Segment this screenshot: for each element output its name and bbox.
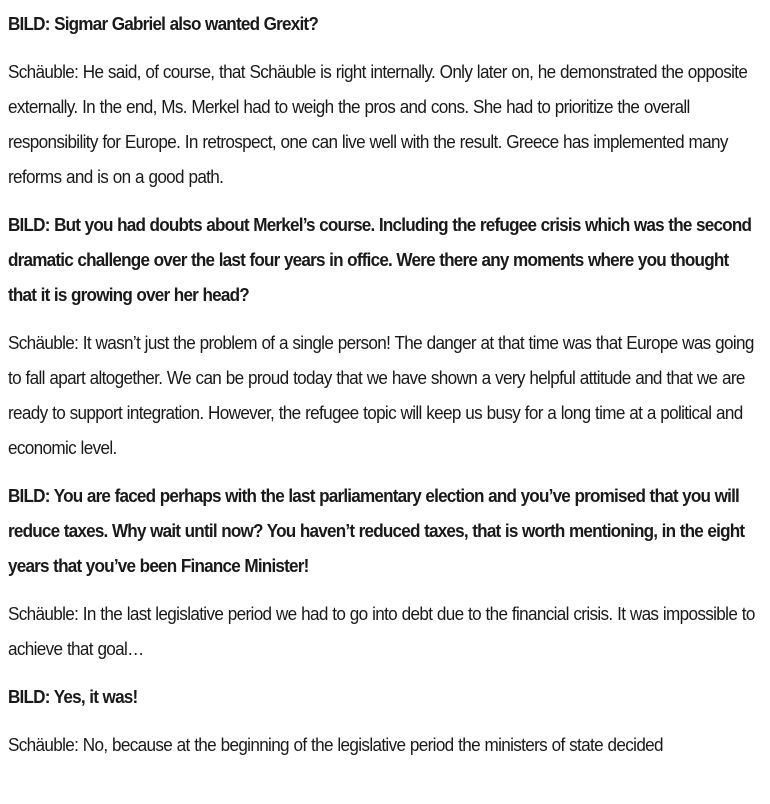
question-yes-it-was: BILD: Yes, it was! [8,686,138,707]
answer-taxes: Schäuble: In the last legislative period we had to go into debt due to the financial crisis. It was impossible to achieve that goal… [8,603,755,659]
question-taxes: BILD: You are faced perhaps with the last parliamentary election and you’ve promised that you will reduce taxes. Why wait until now? You haven’t reduced taxes, that is worth mentioning, in the eight years that you’ve been Finance Minister! [8,485,745,576]
answer-refugee-crisis: Schäuble: It wasn’t just the problem of a single person! The danger at that time was that Europe was going to fall apart altogether. We can be proud today that we have shown a very helpful attitude and that we are ready to support integration. However, the refugee topic will keep us busy for a long time at a political and economic level. [8,332,754,458]
answer-legislative-period: Schäuble: No, because at the beginning of the legislative period the ministers of state decided [8,734,663,755]
article-body [8,6,760,762]
answer-grexit: Schäuble: He said, of course, that Schäuble is right internally. Only later on, he demonstrated the opposite externally. In the end, Ms. Merkel had to weigh the pros and cons. She had to prioritize the overall responsibility for Europe. In retrospect, one can live well with the result. Greece has implemented many reforms and is on a good path. [8,61,748,187]
question-refugee-crisis: BILD: But you had doubts about Merkel’s course. Including the refugee crisis which was the second dramatic challenge over the last four years in office. Were there any moments where you thought that it is growing over her head? [8,214,752,305]
question-grexit: BILD: Sigmar Gabriel also wanted Grexit? [8,13,319,34]
